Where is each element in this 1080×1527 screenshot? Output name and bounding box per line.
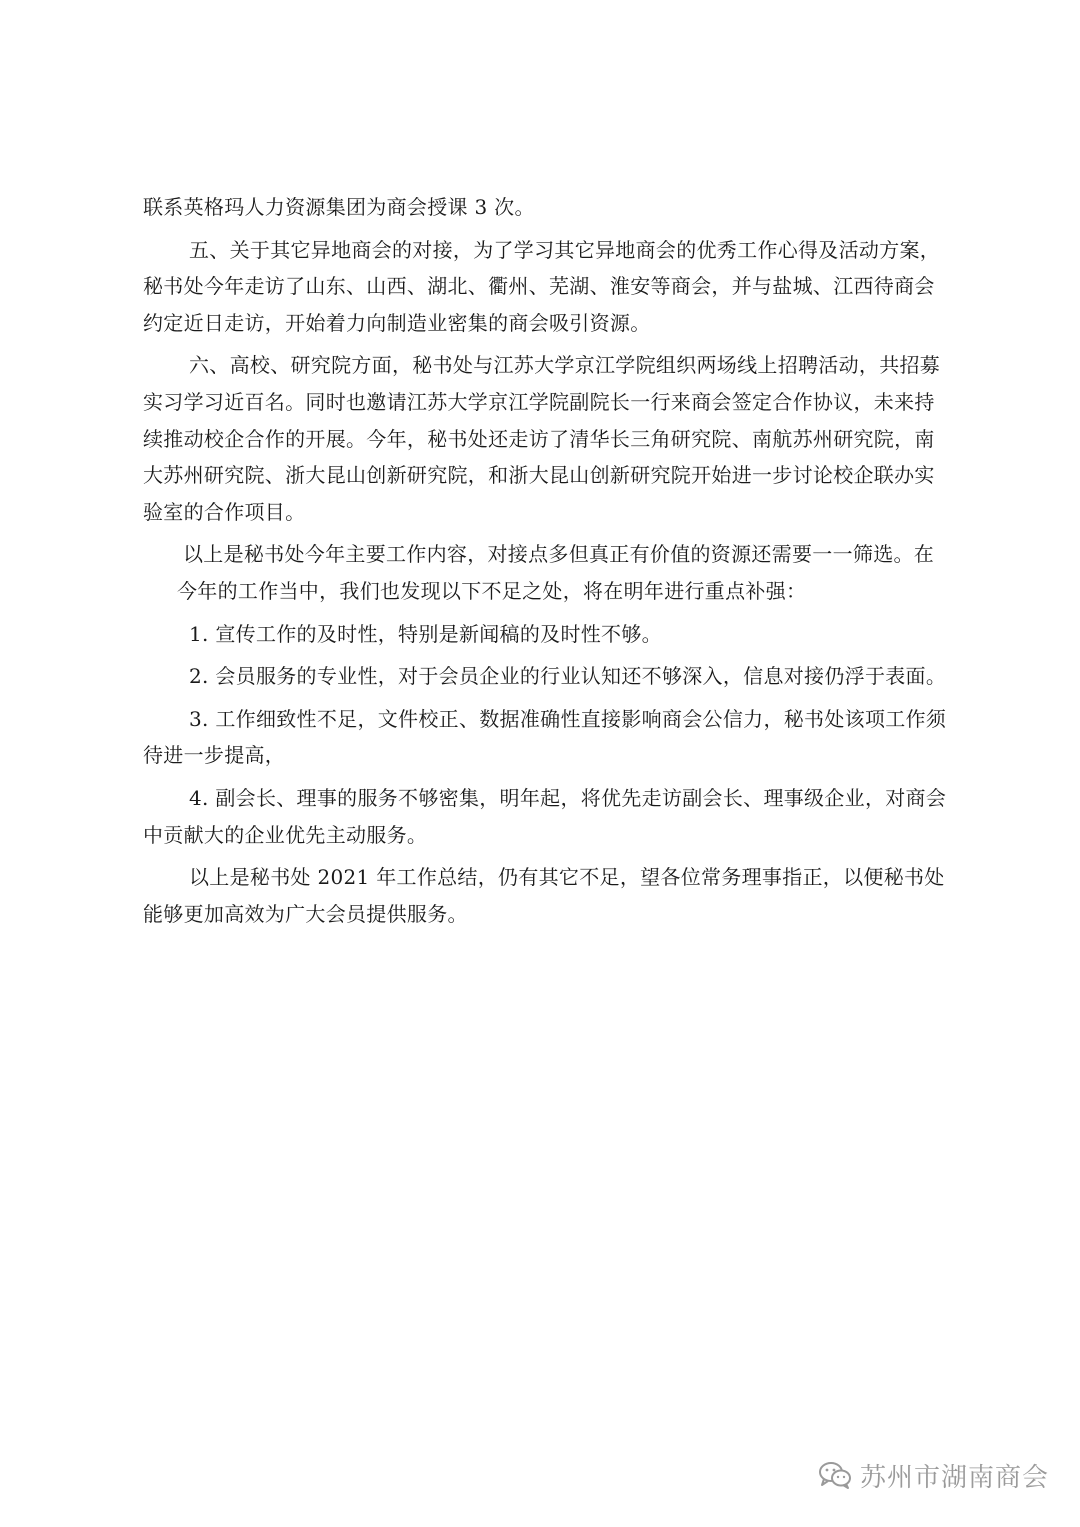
text-line: 以上是秘书处今年主要工作内容，对接点多但真正有价值的资源还需要一一筛选。在 (183, 542, 935, 567)
text-line: 大苏州研究院、浙大昆山创新研究院，和浙大昆山创新研究院开始进一步讨论校企联办实 (143, 463, 935, 488)
text-line: 中贡献大的企业优先主动服务。 (143, 822, 428, 847)
text-line: 秘书处今年走访了山东、山西、湖北、衢州、芜湖、淮安等商会，并与盐城、江西待商会 (143, 274, 935, 299)
text-line: 以上是秘书处 2021 年工作总结，仍有其它不足，望各位常务理事指正，以便秘书处 (189, 865, 945, 890)
text-line: 实习学习近百名。同时也邀请江苏大学京江学院副院长一行来商会签定合作协议，未来持 (143, 389, 935, 414)
text-line: 五、关于其它异地商会的对接，为了学习其它异地商会的优秀工作心得及活动方案， (189, 237, 941, 262)
wechat-icon (818, 1460, 852, 1490)
text-line: 联系英格玛人力资源集团为商会授课 3 次。 (143, 195, 535, 219)
text-line: 待进一步提高， (143, 743, 286, 768)
document-body (143, 189, 985, 932)
text-line: 2. 会员服务的专业性，对于会员企业的行业认知还不够深入，信息对接仍浮于表面。 (189, 664, 947, 689)
text-line: 能够更加高效为广大会员提供服务。 (143, 901, 468, 926)
text-line: 续推动校企合作的开展。今年，秘书处还走访了清华长三角研究院、南航苏州研究院，南 (143, 426, 935, 451)
text-line: 3. 工作细致性不足，文件校正、数据准确性直接影响商会公信力，秘书处该项工作须 (189, 706, 947, 731)
watermark (818, 1455, 1049, 1495)
watermark-text: 苏州市湖南商会 (860, 1462, 1050, 1493)
text-line: 六、高校、研究院方面，秘书处与江苏大学京江学院组织两场线上招聘活动，共招募 (189, 353, 941, 378)
text-line: 今年的工作当中，我们也发现以下不足之处，将在明年进行重点补强： (177, 578, 807, 603)
text-line: 4. 副会长、理事的服务不够密集，明年起，将优先走访副会长、理事级企业，对商会 (189, 785, 947, 810)
text-line: 验室的合作项目。 (143, 499, 306, 524)
text-line: 1. 宣传工作的及时性，特别是新闻稿的及时性不够。 (189, 621, 662, 646)
text-line: 约定近日走访，开始着力向制造业密集的商会吸引资源。 (143, 310, 651, 335)
